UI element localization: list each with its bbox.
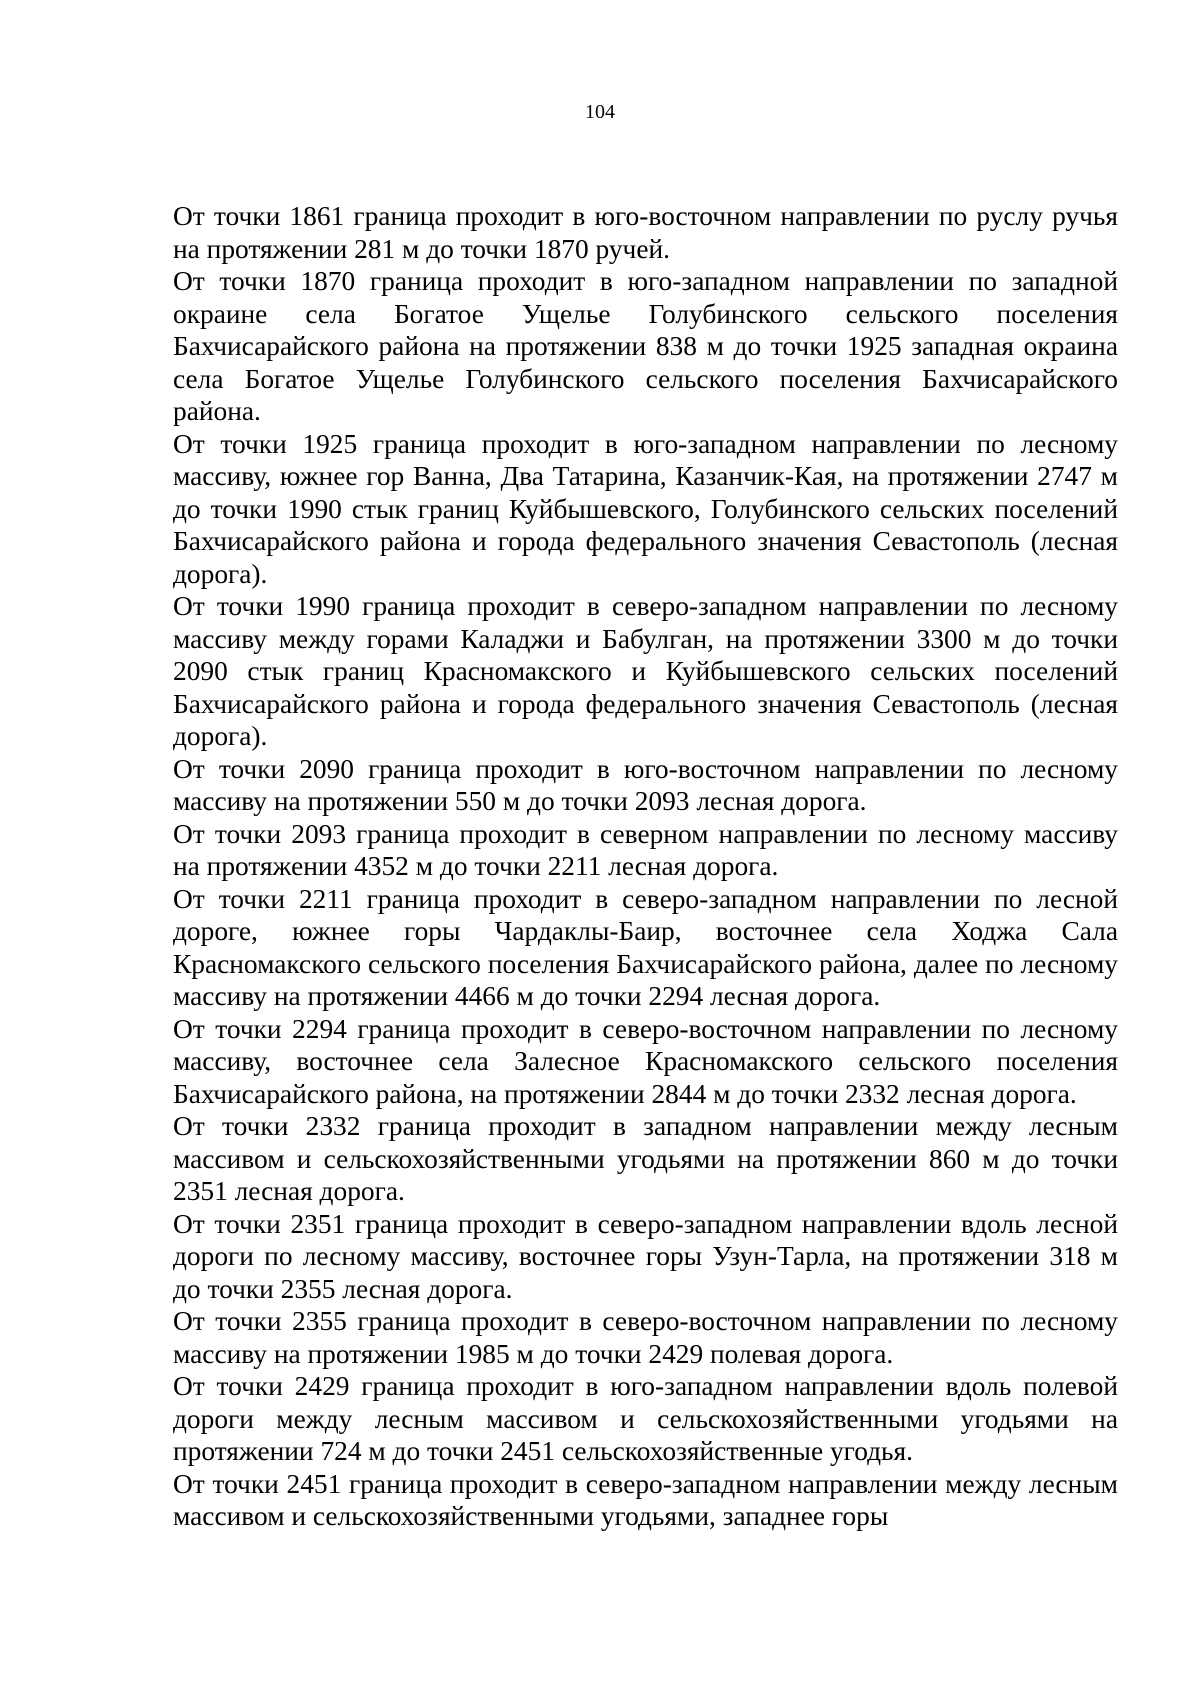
paragraph: От точки 2294 граница проходит в северо-восточном направлении по лесному массиву, восточнее села Залесное Красномакского сельского поселения Бахчисарайского района, на протяжении 2844 м до точки 2332 лесная дорога.: [173, 1013, 1118, 1109]
paragraph: От точки 1925 граница проходит в юго-западном направлении по лесному массиву, южнее гор Ванна, Два Татарина, Казанчик-Кая, на протяжении 2747 м до точки 1990 стык границ Куйбышевского, Голубинского сельских поселений Бахчисарайского района и города федерального значения Севастополь (лесная дорога).: [173, 428, 1118, 589]
paragraph: От точки 2332 граница проходит в западном направлении между лесным массивом и сельскохозяйственными угодьями на протяжении 860 м до точки 2351 лесная дорога.: [173, 1111, 1118, 1206]
paragraph: От точки 1990 граница проходит в северо-западном направлении по лесному массиву между горами Каладжи и Бабулган, на протяжении 3300 м до точки 2090 стык границ Красномакского и Куйбышевского сельских поселений Бахчисарайского района и города федерального значения Севастополь (лесная дорога).: [173, 591, 1118, 751]
document-body: [173, 200, 1118, 1533]
paragraph: От точки 1870 граница проходит в юго-западном направлении по западной окраине села Богатое Ущелье Голубинского сельского поселения Бахчисарайского района на протяжении 838 м до точки 1925 западная окраина села Богатое Ущелье Голубинского сельского поселения Бахчисарайского района.: [173, 266, 1118, 426]
paragraph: От точки 2429 граница проходит в юго-западном направлении вдоль полевой дороги между лесным массивом и сельскохозяйственными угодьями на протяжении 724 м до точки 2451 сельскохозяйственные угодья.: [173, 1371, 1118, 1466]
paragraph: От точки 2451 граница проходит в северо-западном направлении между лесным массивом и сельскохозяйственными угодьями, западнее горы: [173, 1468, 1118, 1531]
paragraph: От точки 2093 граница проходит в северном направлении по лесному массиву на протяжении 4352 м до точки 2211 лесная дорога.: [173, 818, 1118, 881]
paragraph: От точки 2351 граница проходит в северо-западном направлении вдоль лесной дороги по лесному массиву, восточнее горы Узун-Тарла, на протяжении 318 м до точки 2355 лесная дорога.: [173, 1208, 1118, 1304]
paragraph: От точки 1861 граница проходит в юго-восточном направлении по руслу ручья на протяжении 281 м до точки 1870 ручей.: [173, 201, 1118, 264]
page-number: 104: [585, 101, 615, 123]
paragraph: От точки 2355 граница проходит в северо-восточном направлении по лесному массиву на протяжении 1985 м до точки 2429 полевая дорога.: [173, 1306, 1118, 1369]
paragraph: От точки 2211 граница проходит в северо-западном направлении по лесной дороге, южнее горы Чардаклы-Баир, восточнее села Ходжа Сала Красномакского сельского поселения Бахчисарайского района, далее по лесному массиву на протяжении 4466 м до точки 2294 лесная дорога.: [173, 883, 1118, 1011]
paragraph: От точки 2090 граница проходит в юго-восточном направлении по лесному массиву на протяжении 550 м до точки 2093 лесная дорога.: [173, 753, 1118, 816]
